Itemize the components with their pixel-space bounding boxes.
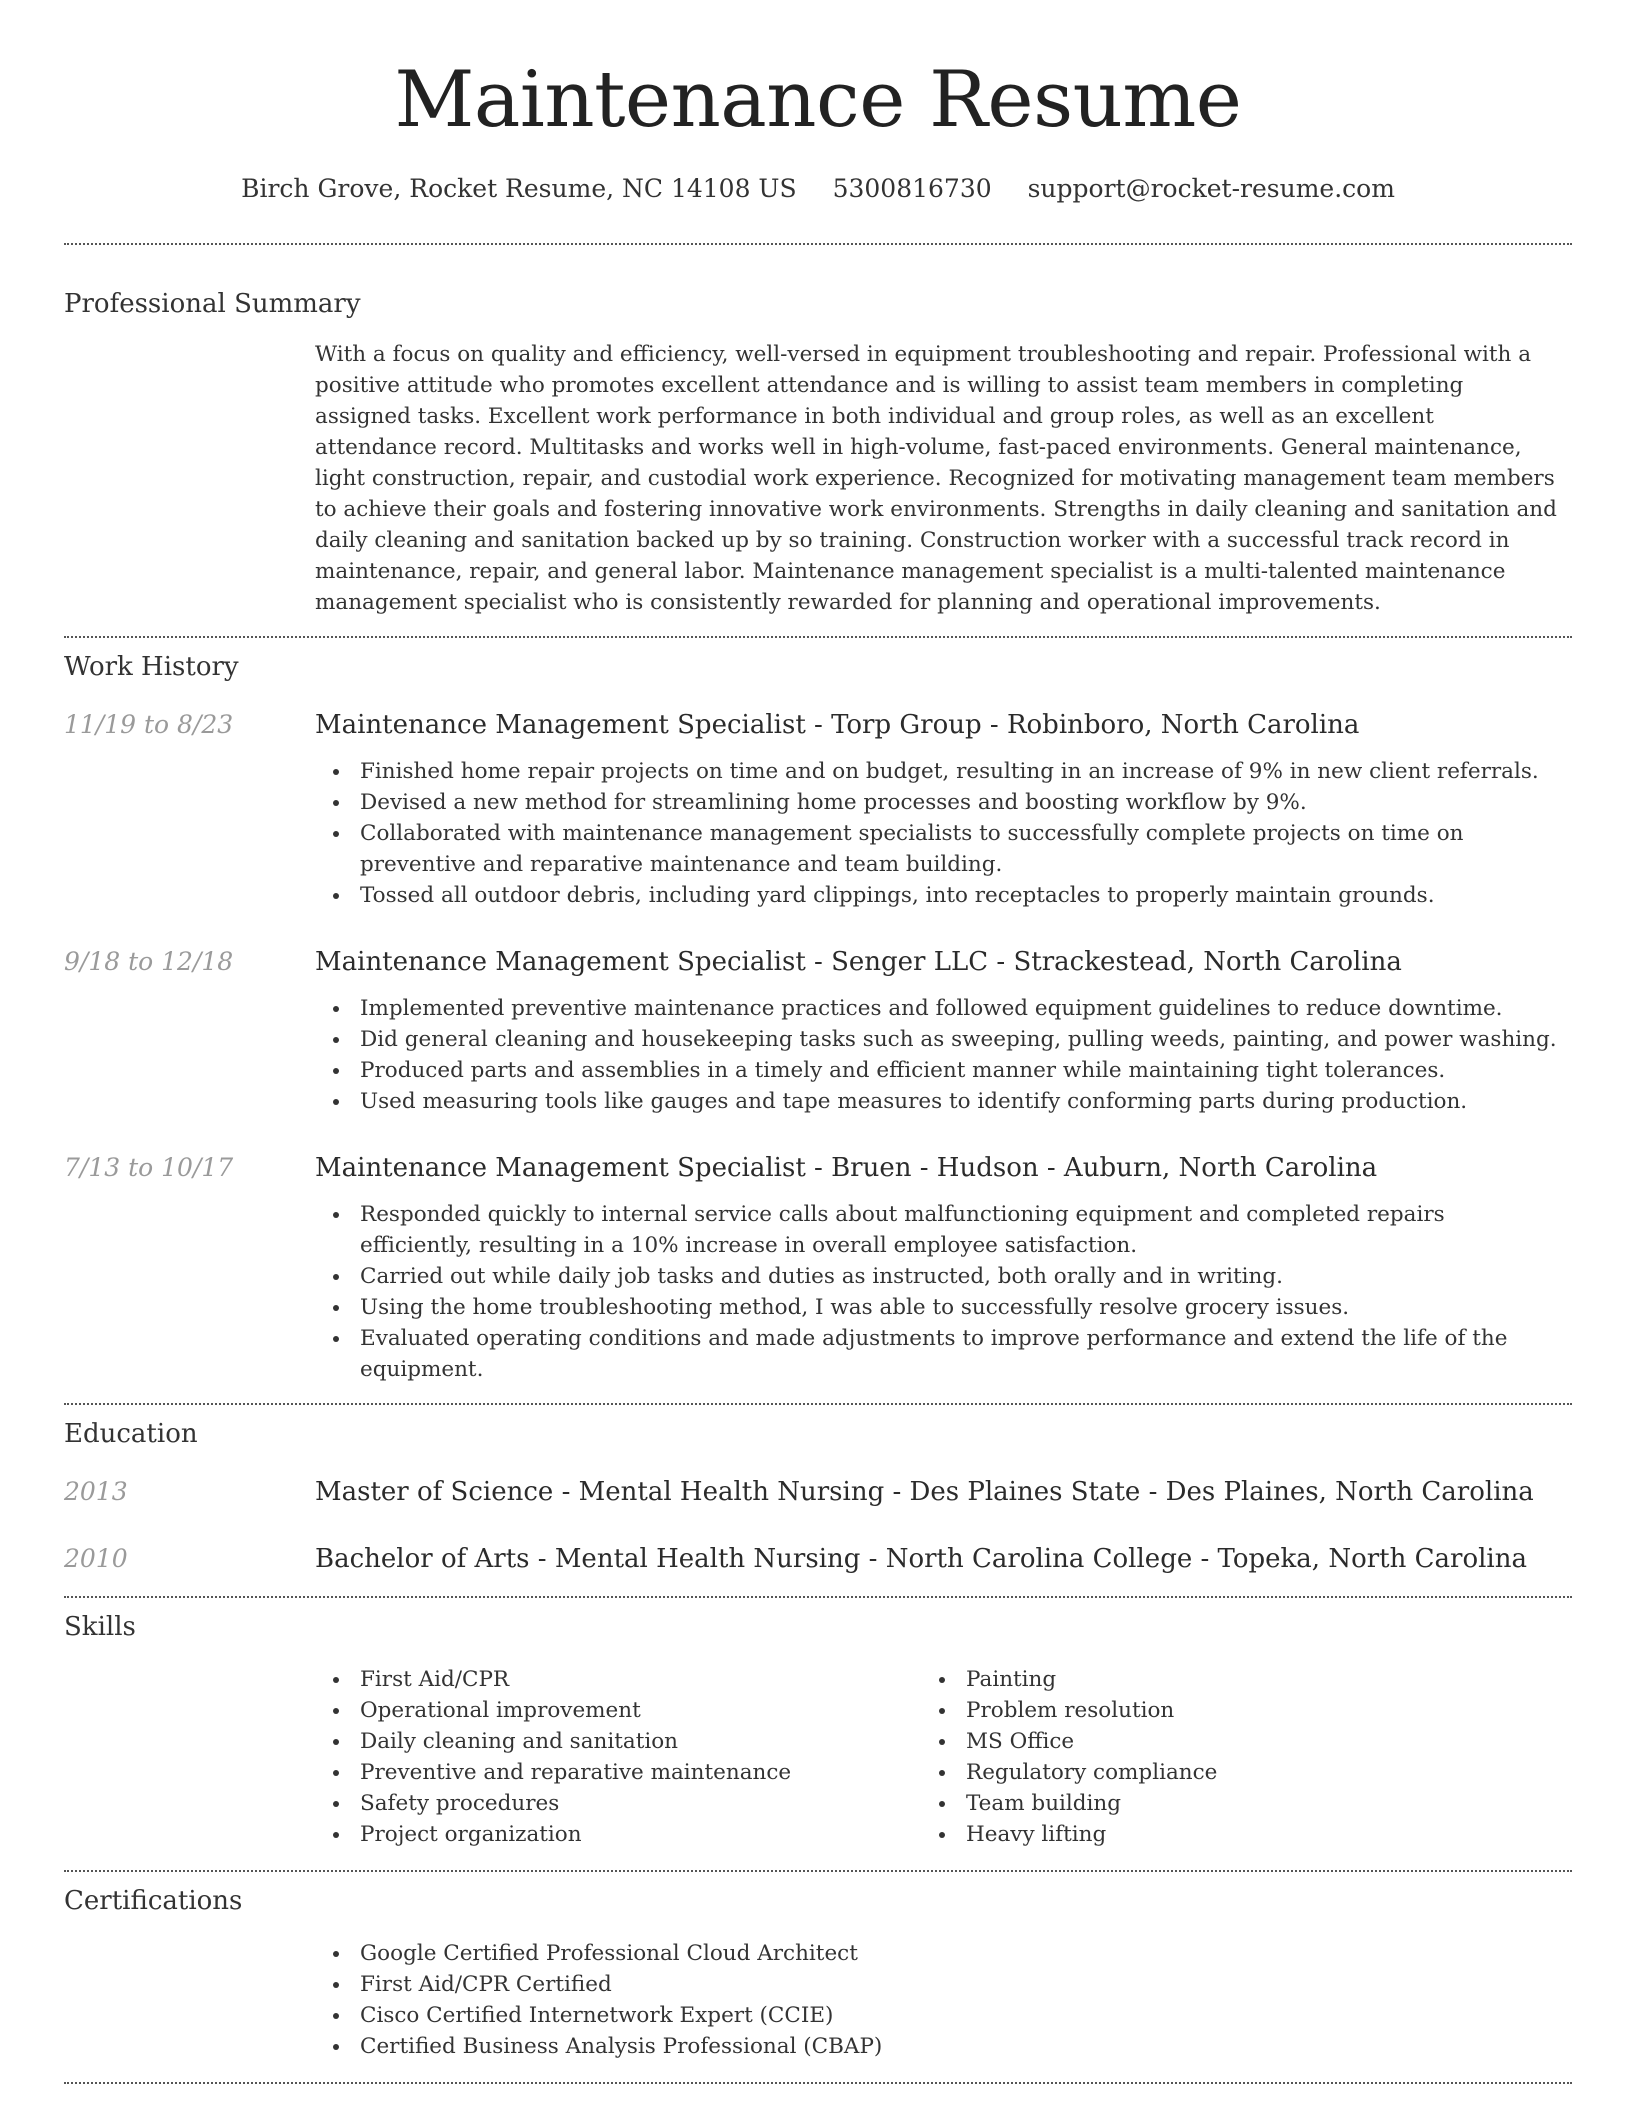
resume-page [64,0,1572,2084]
job-entry [64,708,1572,911]
job-bullet: Finished home repair projects on time and on budget, resulting in an increase of 9% in new client referrals. [360,756,1560,787]
job-dates: 11/19 to 8/23 [64,710,234,739]
job-entry [64,945,1572,1117]
divider [64,1596,1572,1598]
job-bullet: Using the home troubleshooting method, I was able to successfully resolve grocery issues. [360,1292,1560,1323]
skill-item: Safety procedures [360,1788,966,1819]
job-bullet: Devised a new method for streamlining home processes and boosting workflow by 9%. [360,787,1560,818]
skill-item: Operational improvement [360,1695,966,1726]
skill-item: Preventive and reparative maintenance [360,1757,966,1788]
education-year: 2010 [64,1544,128,1573]
job-bullets [360,1199,1560,1385]
divider [64,636,1572,638]
skill-item: Painting [966,1664,1572,1695]
contact-email: support@rocket-resume.com [1027,174,1395,203]
section-title-skills: Skills [64,1612,136,1642]
job-dates: 7/13 to 10/17 [64,1153,234,1182]
job-bullets [360,993,1560,1117]
education-degree: Bachelor of Arts - Mental Health Nursing - North Carolina College - Topeka, North Carolina [315,1544,1527,1574]
skill-item: MS Office [966,1726,1572,1757]
divider [64,1403,1572,1405]
job-title: Maintenance Management Specialist - Torp Group - Robinboro, North Carolina [315,710,1360,740]
certifications-section [64,1884,1572,2062]
skill-item: Project organization [360,1819,966,1850]
summary-section [64,287,1572,618]
skill-item: Team building [966,1788,1572,1819]
job-bullets [360,756,1560,911]
skills-section [64,1610,1572,1850]
contact-phone: 5300816730 [832,174,992,203]
skill-item: Problem resolution [966,1695,1572,1726]
section-title-education: Education [64,1419,198,1449]
work-section [64,650,1572,1385]
contact-line [64,172,1572,206]
education-year: 2013 [64,1477,128,1506]
skills-column-right [966,1664,1572,1850]
skills-column-left [360,1664,966,1850]
certification-item: First Aid/CPR Certified [360,1969,1560,2000]
section-title-certifications: Certifications [64,1886,243,1916]
contact-address: Birch Grove, Rocket Resume, NC 14108 US [241,174,797,203]
skill-item: First Aid/CPR [360,1664,966,1695]
summary-text: With a focus on quality and efficiency, well-versed in equipment troubleshooting and repair. Professional with a positive attitude who promotes excellent attendance and is willing to assist team members in completing assigned tasks. Excellent work performance in both individual and group roles, as well as an excellent attendance record. Multitasks and works well in high-volume, fast-paced environments. General maintenance, light construction, repair, and custodial work experience. Recognized for motivating management team members to achieve their goals and fostering innovative work environments. Strengths in daily cleaning and sanitation and daily cleaning and sanitation backed up by so training. Construction worker with a successful track record in maintenance, repair, and general labor. Maintenance management specialist is a multi-talented maintenance management specialist who is consistently rewarded for planning and operational improvements. [315,342,1557,615]
job-bullet: Did general cleaning and housekeeping tasks such as sweeping, pulling weeds, painting, and power washing. [360,1024,1560,1055]
education-degree: Master of Science - Mental Health Nursing - Des Plaines State - Des Plaines, North Carolina [315,1477,1534,1507]
skill-item: Daily cleaning and sanitation [360,1726,966,1757]
job-bullet: Tossed all outdoor debris, including yard clippings, into receptacles to properly maintain grounds. [360,880,1560,911]
job-bullet: Collaborated with maintenance management specialists to successfully complete projects on time on preventive and reparative maintenance and team building. [360,818,1560,880]
skills-grid [360,1664,1572,1850]
education-section [64,1417,1572,1576]
section-title-work: Work History [64,652,239,682]
job-entry [64,1151,1572,1385]
section-title-summary: Professional Summary [64,289,361,319]
skill-item: Regulatory compliance [966,1757,1572,1788]
divider [64,243,1572,245]
certification-item: Google Certified Professional Cloud Architect [360,1938,1560,1969]
page-title: Maintenance Resume [394,55,1242,145]
job-bullet: Evaluated operating conditions and made adjustments to improve performance and extend the life of the equipment. [360,1323,1560,1385]
job-bullet: Carried out while daily job tasks and duties as instructed, both orally and in writing. [360,1261,1560,1292]
education-entry [64,1542,1572,1576]
job-bullet: Implemented preventive maintenance practices and followed equipment guidelines to reduce downtime. [360,993,1560,1024]
job-bullet: Produced parts and assemblies in a timely and efficient manner while maintaining tight tolerances. [360,1055,1560,1086]
certification-item: Cisco Certified Internetwork Expert (CCIE) [360,2000,1560,2031]
job-dates: 9/18 to 12/18 [64,947,234,976]
job-bullet: Used measuring tools like gauges and tape measures to identify conforming parts during production. [360,1086,1560,1117]
skill-item: Heavy lifting [966,1819,1572,1850]
divider [64,2082,1572,2084]
certification-item: Certified Business Analysis Professional (CBAP) [360,2031,1560,2062]
certifications-list [360,1938,1560,2062]
job-title: Maintenance Management Specialist - Senger LLC - Strackestead, North Carolina [315,947,1402,977]
education-entry [64,1475,1572,1509]
job-bullet: Responded quickly to internal service calls about malfunctioning equipment and completed repairs efficiently, resulting in a 10% increase in overall employee satisfaction. [360,1199,1560,1261]
job-title: Maintenance Management Specialist - Bruen - Hudson - Auburn, North Carolina [315,1153,1378,1183]
divider [64,1870,1572,1872]
